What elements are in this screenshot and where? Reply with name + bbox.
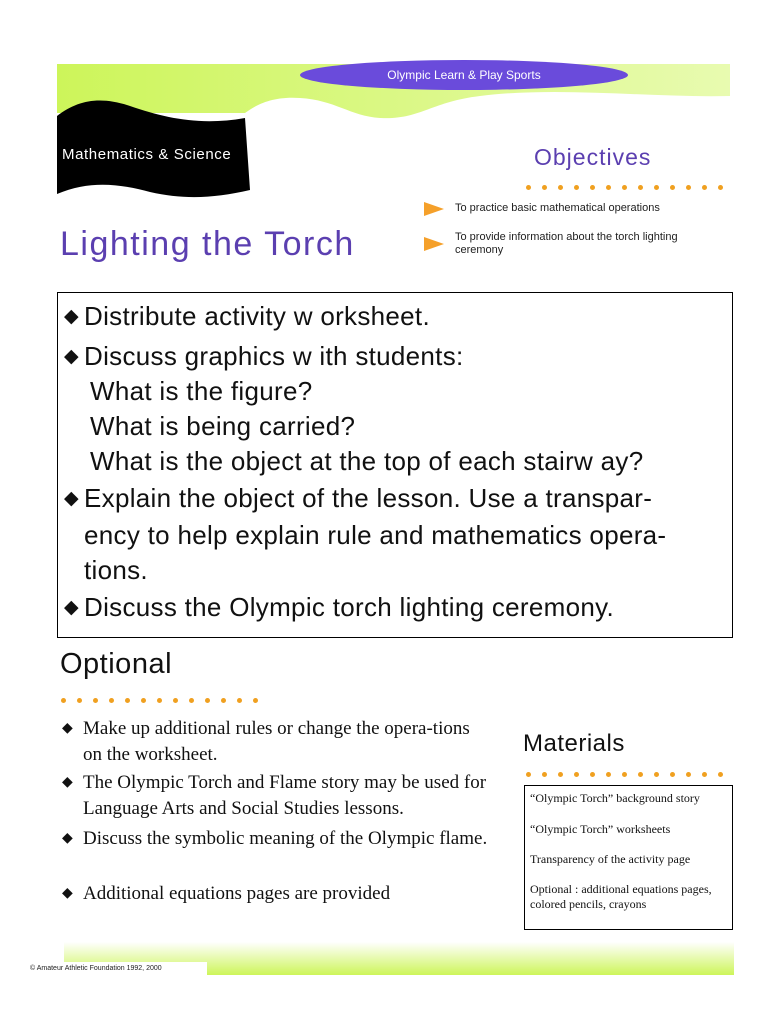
diamond-bullet-icon: ◆ bbox=[64, 488, 79, 509]
diamond-bullet-icon: ◆ bbox=[64, 346, 79, 367]
material-item: Transparency of the activity page bbox=[530, 852, 691, 866]
step-text: Discuss graphics w ith students: bbox=[84, 341, 464, 371]
objective-text: To practice basic mathematical operations bbox=[455, 202, 660, 214]
program-label: Olympic Learn & Play Sports bbox=[387, 68, 541, 82]
optional-title: Optional bbox=[60, 648, 173, 680]
question-text: What is the object at the top of each stairw ay? bbox=[90, 446, 644, 476]
step-item bbox=[64, 590, 734, 625]
optional-dot-divider bbox=[61, 698, 269, 706]
materials-dot-divider bbox=[526, 772, 734, 780]
diamond-bullet-icon: ◆ bbox=[62, 775, 73, 790]
step-continuation: ency to help explain rule and mathematics opera- bbox=[84, 520, 667, 550]
optional-text: The Olympic Torch and Flame story may be used for Language Arts and Social Studies lessons. bbox=[83, 772, 487, 819]
diamond-bullet-icon: ◆ bbox=[62, 831, 73, 846]
question-text: What is being carried? bbox=[90, 411, 356, 441]
objectives-dot-divider bbox=[526, 185, 734, 193]
subject-label: Mathematics & Science bbox=[62, 146, 232, 163]
diamond-bullet-icon: ◆ bbox=[64, 597, 79, 618]
step-item bbox=[64, 481, 734, 516]
optional-text: Make up additional rules or change the opera-tions on the worksheet. bbox=[83, 718, 470, 765]
diamond-bullet-icon: ◆ bbox=[62, 721, 73, 736]
objectives-title: Objectives bbox=[534, 144, 652, 170]
diamond-bullet-icon: ◆ bbox=[62, 886, 73, 901]
step-text: Distribute activity w orksheet. bbox=[84, 301, 430, 331]
step-item bbox=[64, 299, 734, 334]
material-item: Optional : additional equations pages, colored pencils, crayons bbox=[530, 882, 712, 911]
materials-title: Materials bbox=[523, 730, 625, 757]
step-text: Discuss the Olympic torch lighting ceremony. bbox=[84, 592, 615, 622]
material-item: “Olympic Torch” background story bbox=[530, 791, 700, 805]
material-item: “Olympic Torch” worksheets bbox=[530, 822, 671, 836]
arrow-bullet-icon bbox=[424, 237, 444, 251]
diamond-bullet-icon: ◆ bbox=[64, 306, 79, 327]
lesson-title: Lighting the Torch bbox=[60, 225, 355, 263]
step-continuation: tions. bbox=[84, 555, 148, 585]
arrow-bullet-icon bbox=[424, 202, 444, 216]
step-item bbox=[64, 339, 734, 374]
optional-text: Discuss the symbolic meaning of the Olympic flame. bbox=[83, 828, 488, 849]
copyright-text: © Amateur Athletic Foundation 1992, 2000 bbox=[26, 962, 207, 976]
optional-text: Additional equations pages are provided bbox=[83, 883, 391, 904]
step-text: Explain the object of the lesson. Use a transpar- bbox=[84, 483, 653, 513]
question-text: What is the figure? bbox=[90, 376, 313, 406]
objective-text: To provide information about the torch lighting ceremony bbox=[455, 231, 678, 256]
